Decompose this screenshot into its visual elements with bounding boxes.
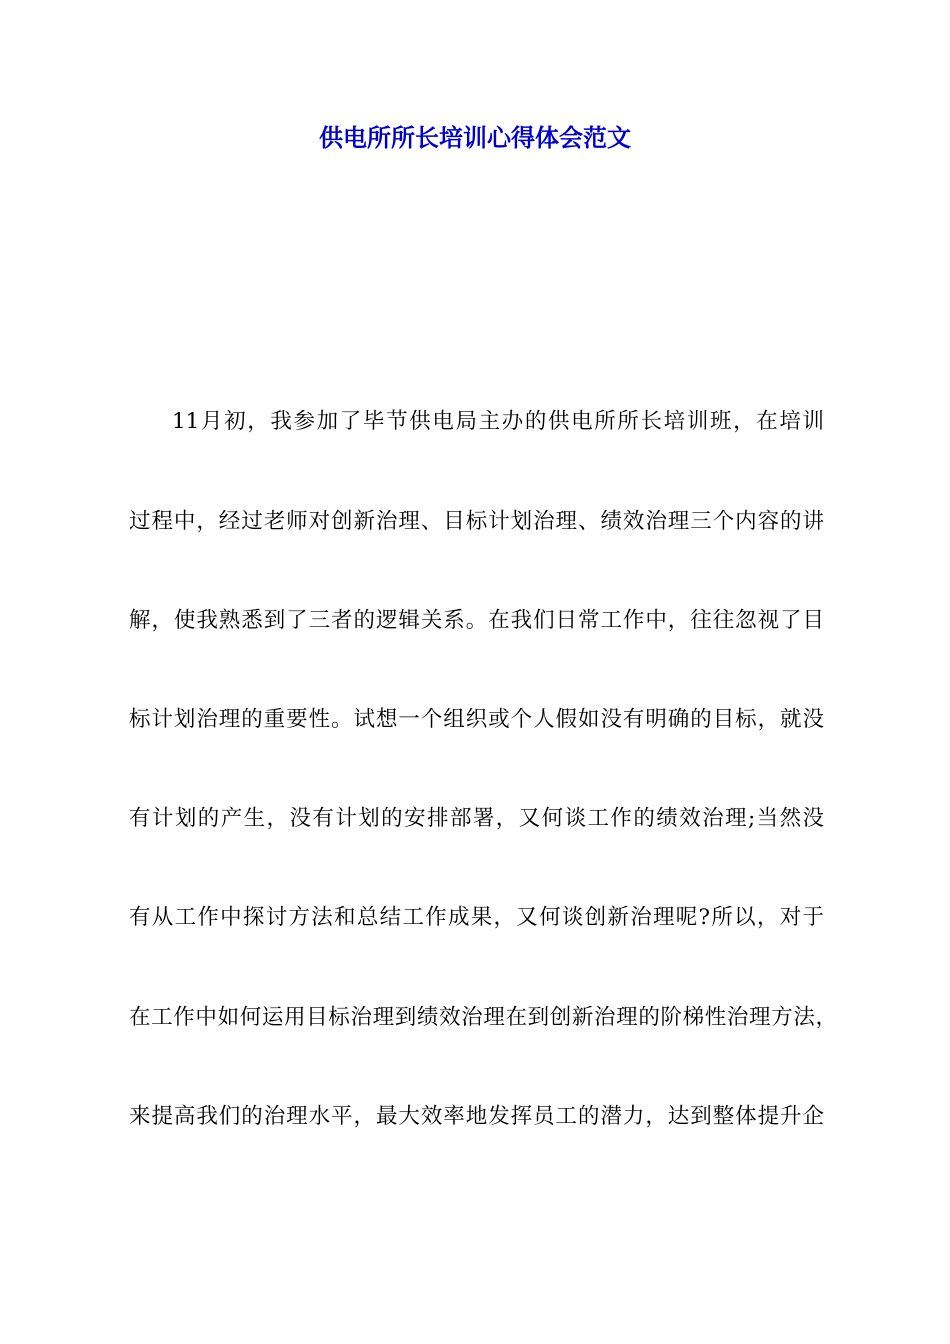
body-line-8: 来提高我们的治理水平，最大效率地发挥员工的潜力，达到整体提升企 (129, 1104, 824, 1129)
body-line-5: 有计划的产生，没有计划的安排部署，又何谈工作的绩效治理;当然没 (129, 806, 824, 831)
body-line-3: 解，使我熟悉到了三者的逻辑关系。在我们日常工作中，往往忽视了目 (129, 608, 824, 633)
body-line-2: 过程中，经过老师对创新治理、目标计划治理、绩效治理三个内容的讲 (129, 509, 824, 534)
document-title: 供电所所长培训心得体会范文 (319, 124, 631, 152)
body-line-1: 11月初，我参加了毕节供电局主办的供电所所长培训班，在培训 (172, 409, 824, 434)
body-line-4: 标计划治理的重要性。试想一个组织或个人假如没有明确的目标，就没 (129, 707, 824, 732)
body-line-7: 在工作中如何运用目标治理到绩效治理在到创新治理的阶梯性治理方法， (129, 1005, 837, 1030)
body-line-6: 有从工作中探讨方法和总结工作成果，又何谈创新治理呢?所以，对于 (129, 905, 824, 930)
